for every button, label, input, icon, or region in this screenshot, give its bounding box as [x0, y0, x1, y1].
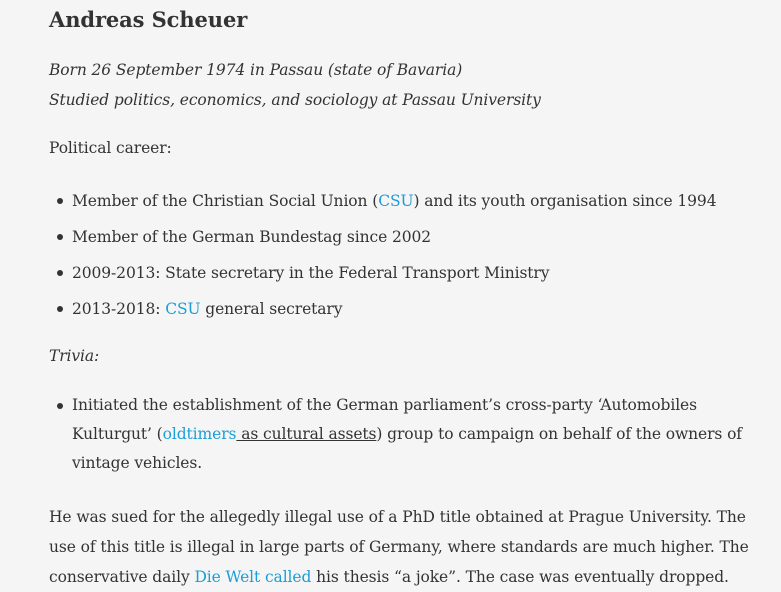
study-line: Studied politics, economics, and sociology at Passau University [49, 91, 541, 109]
career-item: 2009-2013: State secretary in the Federal Transport Ministry [49, 255, 769, 291]
career-item: 2013-2018: CSU general secretary [49, 291, 769, 327]
trivia-list [49, 391, 769, 478]
csu-link[interactable]: CSU [378, 192, 414, 210]
career-item: Member of the German Bundestag since 2002 [49, 219, 769, 255]
career-item: Member of the Christian Social Union (CSU) and its youth organisation since 1994 [49, 183, 769, 219]
birth-line: Born 26 September 1974 in Passau (state of Bavaria) [49, 61, 463, 79]
person-name-heading: Andreas Scheuer [49, 7, 248, 32]
die-welt-link[interactable]: Die Welt called [194, 568, 312, 586]
cultural-assets-link[interactable]: as cultural assets [236, 425, 377, 443]
intro-block [49, 55, 769, 115]
closing-paragraph: He was sued for the allegedly illegal use of a PhD title obtained at Prague University. The use of this title is illegal in large parts of Germany, where standards are much higher. The conservative daily Die Welt called his thesis “a joke”. The case was eventually dropped. [49, 508, 749, 586]
career-label: Political career: [49, 139, 172, 157]
csu-link[interactable]: CSU [165, 300, 201, 318]
oldtimers-link[interactable]: oldtimers [162, 425, 237, 443]
trivia-item: Initiated the establishment of the German parliament’s cross-party ‘Automobiles Kulturgut’ (oldtimers as cultural assets) group to campaign on behalf of the owners of vintage vehicles. [49, 391, 769, 478]
career-list [49, 183, 769, 327]
trivia-label: Trivia: [49, 347, 100, 365]
